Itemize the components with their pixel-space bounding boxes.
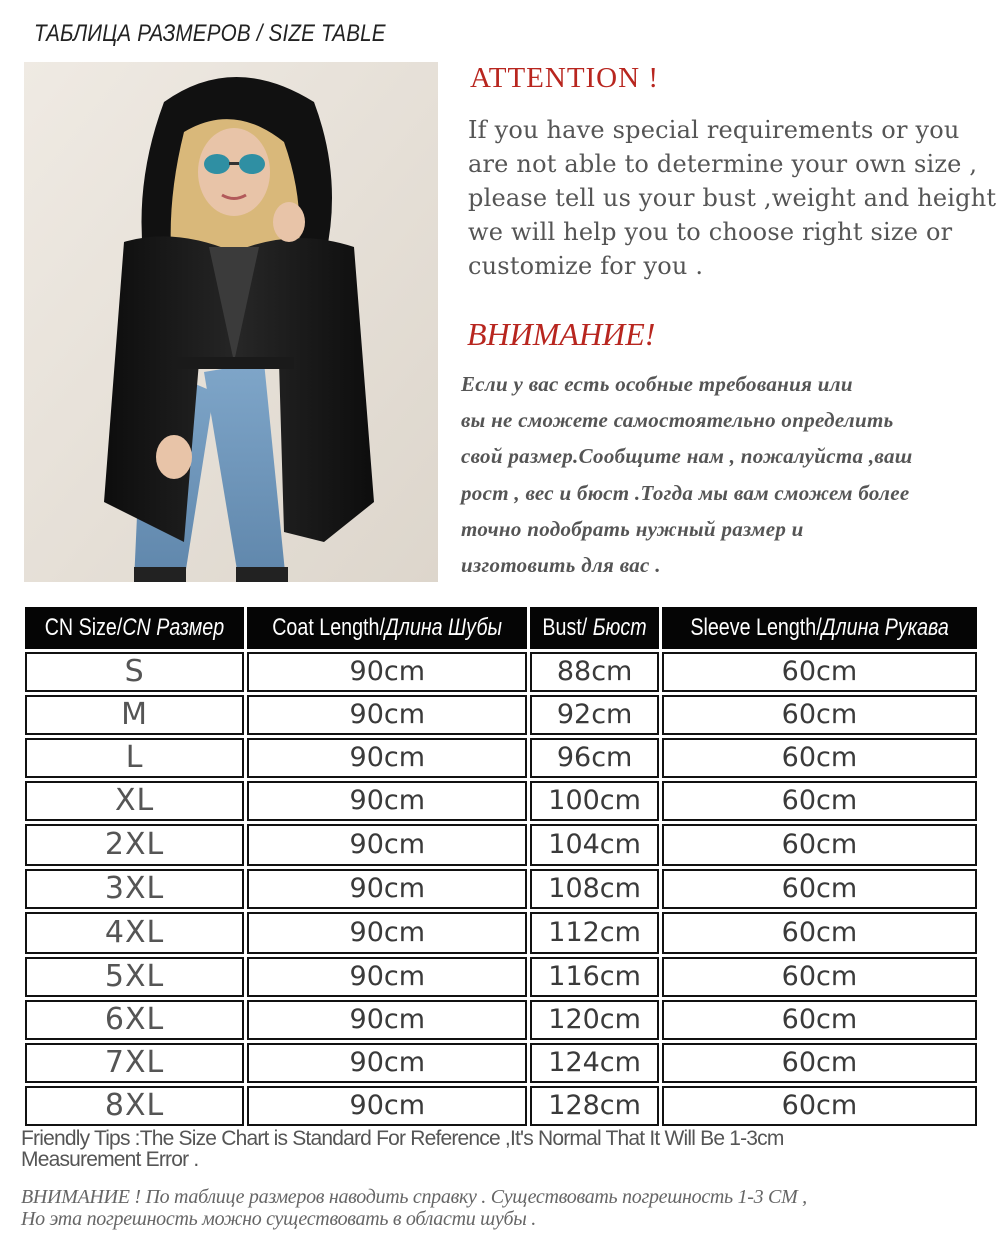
size-cell: 3XL (25, 869, 244, 909)
table-row (25, 738, 977, 778)
measurement-cell: 88cm (530, 652, 658, 692)
measurement-cell: 60cm (662, 1000, 977, 1040)
table-row (25, 1043, 977, 1083)
measurement-cell: 96cm (530, 738, 658, 778)
measurement-cell: 116cm (530, 957, 658, 997)
measurement-cell: 90cm (247, 824, 527, 866)
size-cell: 8XL (25, 1086, 244, 1126)
table-row (25, 1086, 977, 1126)
measurement-cell: 104cm (530, 824, 658, 866)
size-cell: M (25, 695, 244, 735)
size-cell: S (25, 652, 244, 692)
tips-line-ru: ВНИМАНИЕ ! По таблице размеров наводить справку . Существовать погрешность 1-3 СМ , (21, 1186, 807, 1208)
size-cell: 6XL (25, 1000, 244, 1040)
table-row (25, 912, 977, 954)
measurement-cell: 60cm (662, 912, 977, 954)
tips-line: Friendly Tips :The Size Chart is Standard For Reference ,It's Normal That It Will Be 1-3cm (21, 1127, 784, 1150)
header-en: Bust/ (542, 614, 593, 641)
product-photo (24, 62, 438, 582)
measurement-cell: 60cm (662, 738, 977, 778)
header-en: CN Size/ (44, 614, 123, 641)
size-cell: L (25, 738, 244, 778)
header-cn-size (25, 607, 244, 649)
attention-line: are not able to determine your own size , (468, 150, 978, 178)
size-table (22, 604, 980, 1129)
header-ru: Длина Шубы (385, 614, 503, 641)
header-en: Coat Length/ (272, 614, 386, 641)
size-cell: 4XL (25, 912, 244, 954)
attention-text-ru (461, 366, 996, 583)
table-row (25, 652, 977, 692)
attention-line: please tell us your bust ,weight and height (468, 184, 997, 212)
attention-line-ru: изготовить для вас . (461, 553, 661, 578)
table-row (25, 957, 977, 997)
measurement-cell: 90cm (247, 912, 527, 954)
friendly-tips (21, 1128, 921, 1170)
table-row (25, 869, 977, 909)
measurement-cell: 60cm (662, 1086, 977, 1126)
table-header-row (25, 607, 977, 649)
size-table-body (25, 652, 977, 1126)
measurement-cell: 60cm (662, 957, 977, 997)
measurement-cell: 90cm (247, 1043, 527, 1083)
measurement-cell: 60cm (662, 652, 977, 692)
tips-line-ru: Но эта погрешность можно существовать в области шубы . (21, 1208, 536, 1230)
size-cell: 5XL (25, 957, 244, 997)
header-sleeve-length (662, 607, 977, 649)
header-en: Sleeve Length/ (690, 614, 822, 641)
measurement-cell: 112cm (530, 912, 658, 954)
measurement-cell: 60cm (662, 824, 977, 866)
tips-line: Measurement Error . (21, 1148, 199, 1171)
measurement-cell: 90cm (247, 1000, 527, 1040)
measurement-cell: 108cm (530, 869, 658, 909)
measurement-cell: 124cm (530, 1043, 658, 1083)
measurement-cell: 90cm (247, 957, 527, 997)
measurement-cell: 90cm (247, 652, 527, 692)
table-row (25, 1000, 977, 1040)
attention-line: customize for you . (468, 252, 704, 280)
size-cell: 2XL (25, 824, 244, 866)
page-title: ТАБЛИЦА РАЗМЕРОВ / SIZE TABLE (34, 20, 386, 47)
model-in-fur-coat-image (24, 62, 438, 582)
header-ru: CN Размер (122, 614, 225, 641)
size-cell: XL (25, 781, 244, 821)
attention-text (468, 113, 998, 283)
measurement-cell: 60cm (662, 869, 977, 909)
attention-heading-ru: ВНИМАНИЕ! (467, 316, 656, 352)
header-ru: Длина Рукава (821, 614, 949, 641)
measurement-cell: 60cm (662, 1043, 977, 1083)
measurement-cell: 90cm (247, 695, 527, 735)
header-ru: Бюст (592, 614, 647, 641)
attention-line-ru: свой размер.Сообщите нам , пожалуйста ,ваш (461, 444, 913, 469)
table-row (25, 695, 977, 735)
measurement-cell: 90cm (247, 781, 527, 821)
attention-line-ru: рост , вес и бюст .Тогда мы вам сможем более (461, 480, 910, 505)
measurement-cell: 60cm (662, 781, 977, 821)
table-row (25, 781, 977, 821)
attention-line: If you have special requirements or you (468, 116, 960, 144)
measurement-cell: 120cm (530, 1000, 658, 1040)
measurement-cell: 90cm (247, 738, 527, 778)
measurement-cell: 100cm (530, 781, 658, 821)
attention-line-ru: точно подобрать нужный размер и (461, 516, 804, 541)
attention-line-ru: вы не сможете самостоятельно определить (461, 408, 894, 433)
measurement-cell: 60cm (662, 695, 977, 735)
table-row (25, 824, 977, 866)
friendly-tips-ru (21, 1186, 971, 1230)
attention-line-ru: Если у вас есть особные требования или (461, 372, 853, 396)
measurement-cell: 92cm (530, 695, 658, 735)
measurement-cell: 128cm (530, 1086, 658, 1126)
header-coat-length (247, 607, 527, 649)
attention-heading: ATTENTION ! (470, 62, 659, 94)
measurement-cell: 90cm (247, 1086, 527, 1126)
measurement-cell: 90cm (247, 869, 527, 909)
attention-line: we will help you to choose right size or (468, 218, 953, 246)
header-bust (530, 607, 658, 649)
size-cell: 7XL (25, 1043, 244, 1083)
